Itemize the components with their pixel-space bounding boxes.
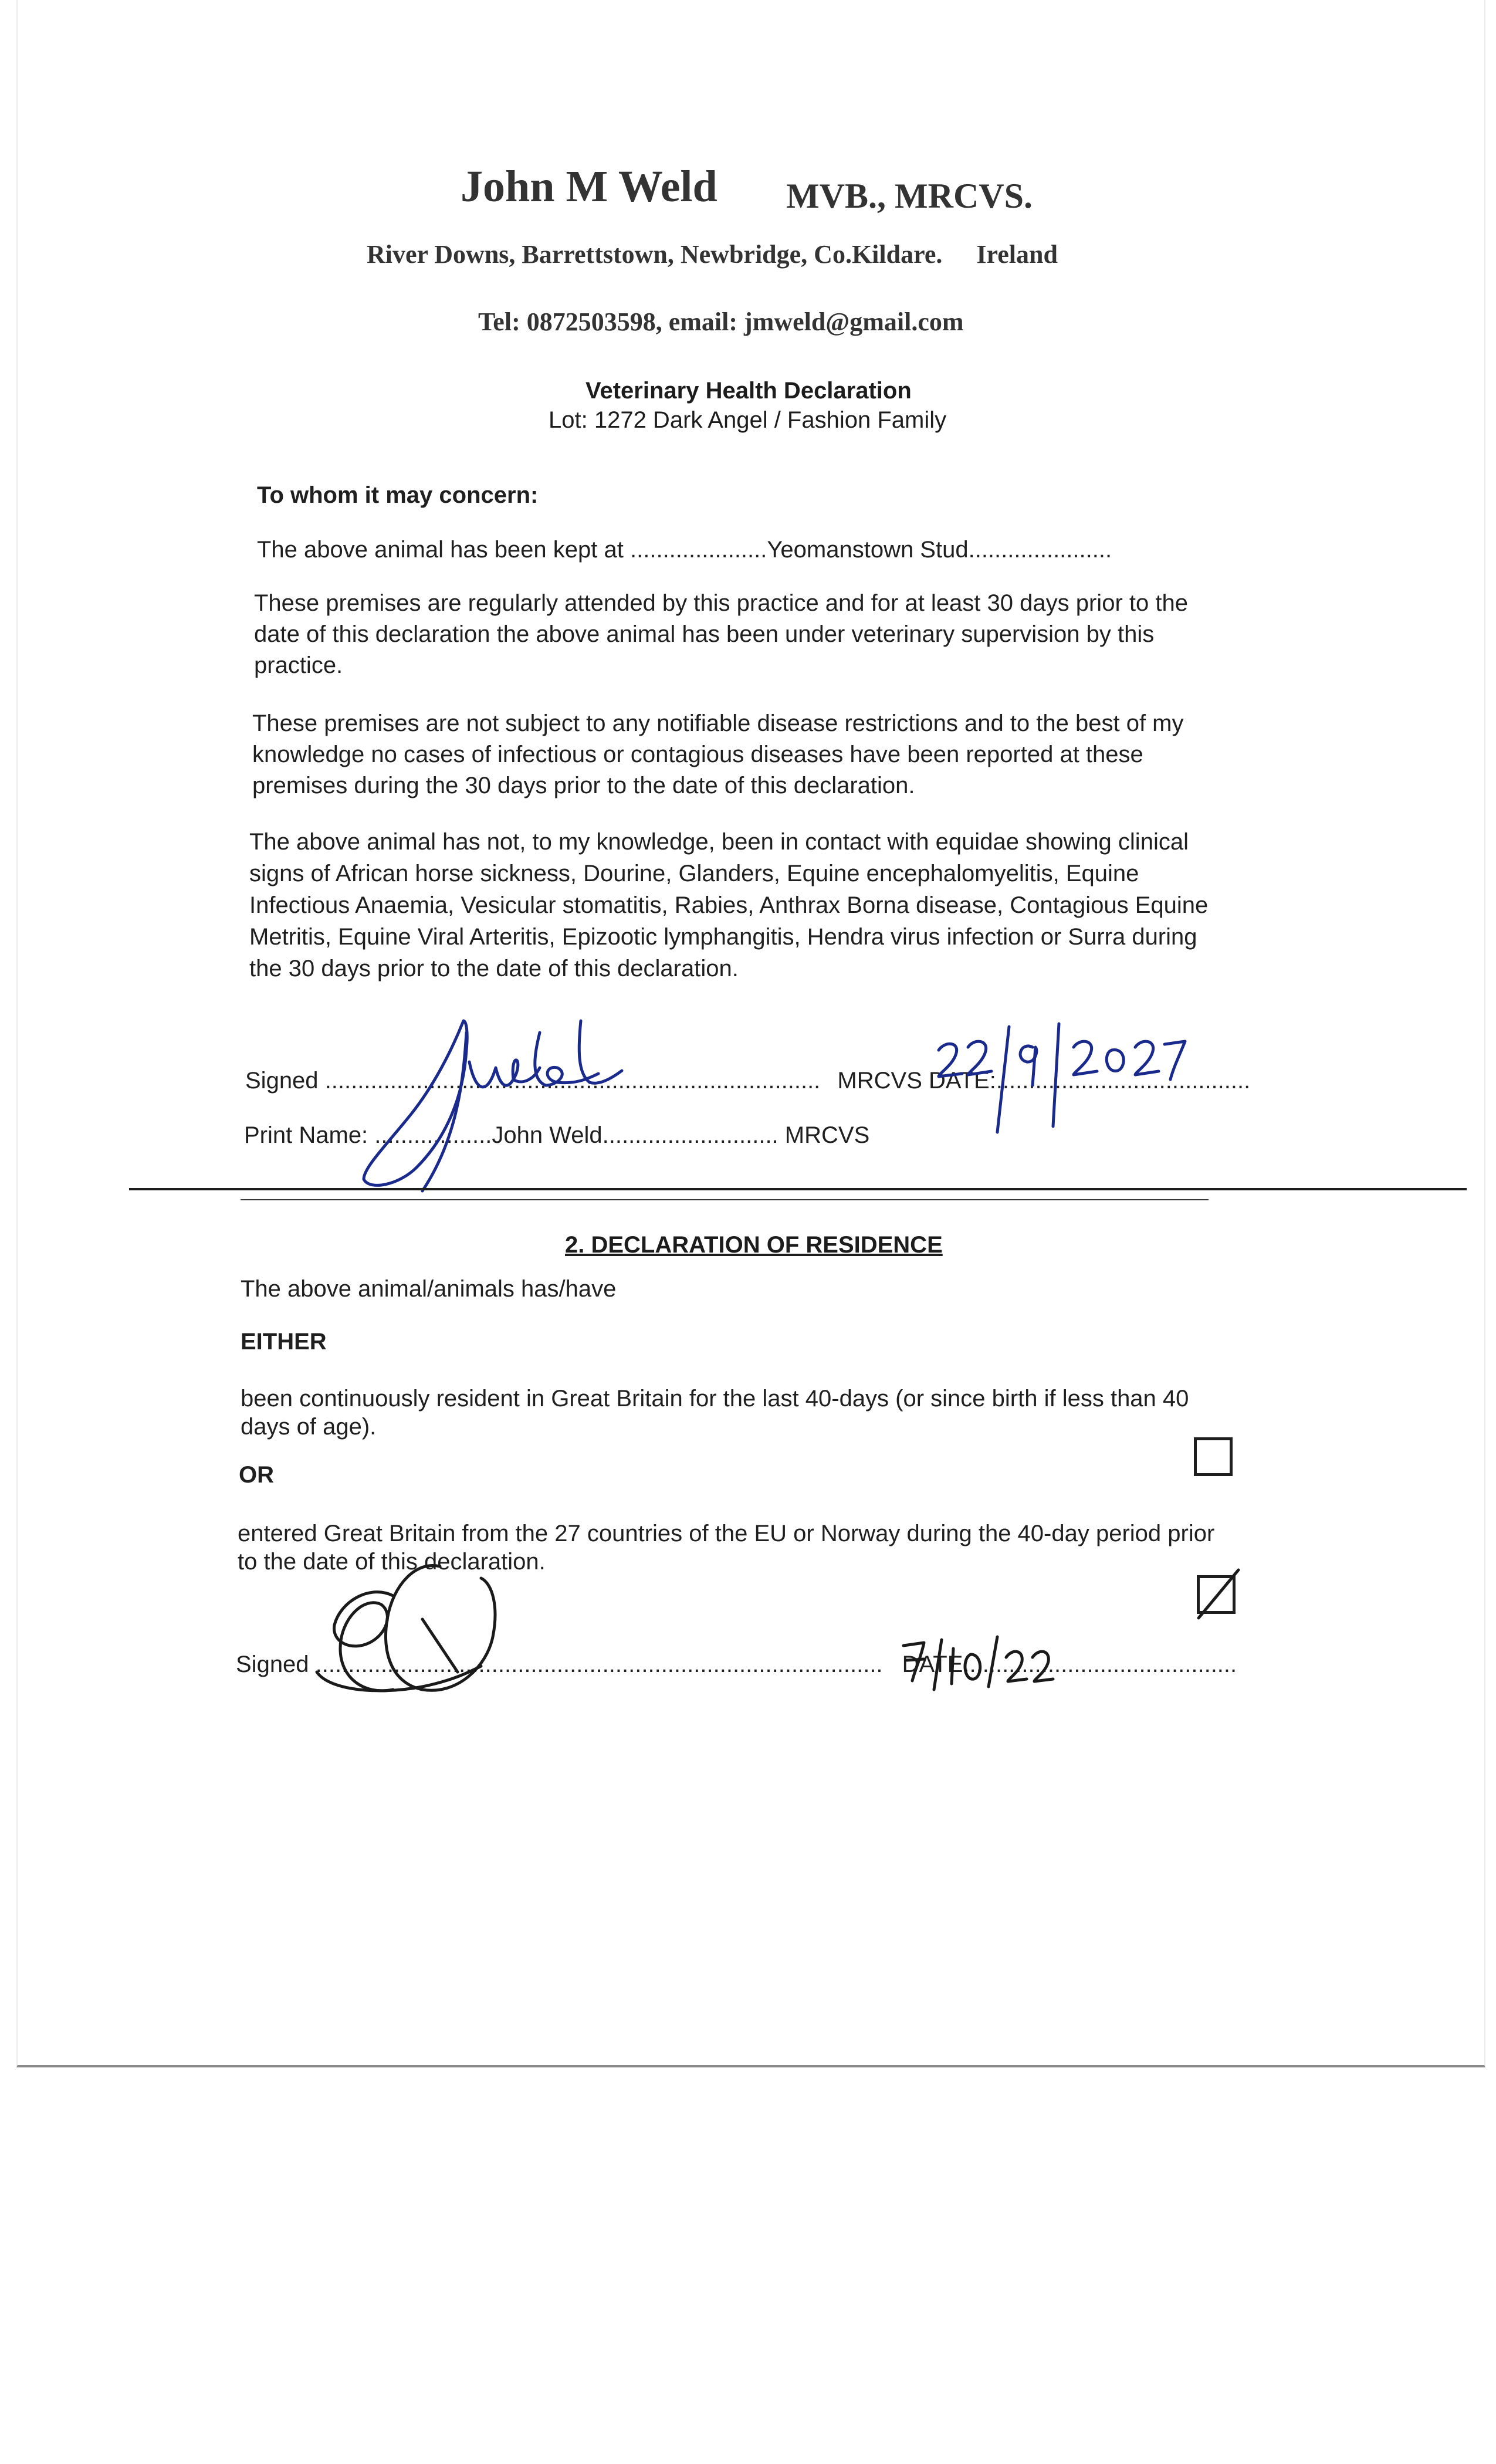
print-name-label: Print Name: (244, 1122, 368, 1148)
kept-at-value: Yeomanstown Stud (767, 537, 969, 563)
mrcvs-date-label: MRCVS DATE: (837, 1068, 996, 1094)
kept-at-dots: ..................... (630, 537, 767, 563)
kept-at-line (257, 537, 1112, 563)
or-label: OR (239, 1462, 274, 1488)
signed-label-1: Signed (245, 1068, 319, 1094)
vet-address (367, 239, 1129, 269)
mrcvs-date-dots: ....................................... (996, 1068, 1251, 1094)
vet-signature (346, 997, 628, 1209)
kept-at-dots-end: ...................... (968, 537, 1112, 563)
residence-handwritten-date (898, 1631, 1062, 1695)
vet-contact: Tel: 0872503598, email: jmweld@gmail.com (478, 307, 964, 336)
kept-at-label: The above animal has been kept at (257, 537, 624, 563)
print-name-suffix: MRCVS (784, 1122, 870, 1148)
option1-checkbox[interactable] (1194, 1437, 1233, 1476)
address-line: River Downs, Barrettstown, Newbridge, Co.Kildare. (367, 240, 943, 269)
para-contact: The above animal has not, to my knowledge, been in contact with equidae showing clinical signs of African horse sickness, Dourine, Glanders, Equine encephalomyelitis, Equine Infectious Anaemia, Vesicular stomatitis, Rabies, Anthrax Borna disease, Contagious Equine Metritis, Equine Viral Arteritis, Epizootic lymphangitis, Hendra virus infection or Surra during the 30 days prior to the date of this declaration. (249, 829, 1209, 981)
print-name-dots-end: ........................... (602, 1122, 779, 1148)
vet-name: John M Weld (461, 162, 717, 211)
residence-heading: 2. DECLARATION OF RESIDENCE (565, 1232, 943, 1258)
residence-date-label: DATE: (902, 1651, 970, 1677)
option1-text: been continuously resident in Great Britain for the last 40-days (or since birth if less than 40 days of age). (241, 1386, 1189, 1440)
either-label: EITHER (241, 1329, 327, 1355)
checkmark-icon (1195, 1568, 1242, 1615)
vet-qualifications: MVB., MRCVS. (786, 177, 1033, 215)
residence-intro: The above animal/animals has/have (241, 1276, 617, 1302)
print-name-dots: .................. (374, 1122, 492, 1148)
lot-line: Lot: 1272 Dark Angel / Fashion Family (549, 407, 947, 433)
print-name-value: John Weld (492, 1122, 603, 1148)
residence-date-dots: ......................................... (969, 1651, 1237, 1677)
owner-signature (305, 1549, 516, 1719)
para-restrictions: These premises are not subject to any notifiable disease restrictions and to the best of my knowledge no cases of infectious or contagious diseases have been reported at these premises during the 30 days prior to the date of this declaration. (252, 710, 1184, 798)
mrcvs-handwritten-date (933, 1015, 1191, 1156)
section-divider-inner (241, 1199, 1209, 1200)
section-divider (129, 1188, 1467, 1190)
option2-checkbox[interactable] (1197, 1575, 1236, 1614)
signed-dots-1: ............................................................................ (324, 1068, 821, 1094)
document-title: Veterinary Health Declaration (585, 378, 912, 404)
signed-label-2: Signed (236, 1651, 309, 1677)
option2-text: entered Great Britain from the 27 countries of the EU or Norway during the 40-day period prior to the date of this declaration. (238, 1521, 1215, 1575)
address-country: Ireland (976, 240, 1058, 269)
para-supervision: These premises are regularly attended by this practice and for at least 30 days prior to the date of this declaration the above animal has been under veterinary supervision by this practice. (254, 590, 1188, 678)
salutation: To whom it may concern: (257, 482, 539, 508)
signed-dots-2: ....................................................................................... (315, 1651, 883, 1677)
